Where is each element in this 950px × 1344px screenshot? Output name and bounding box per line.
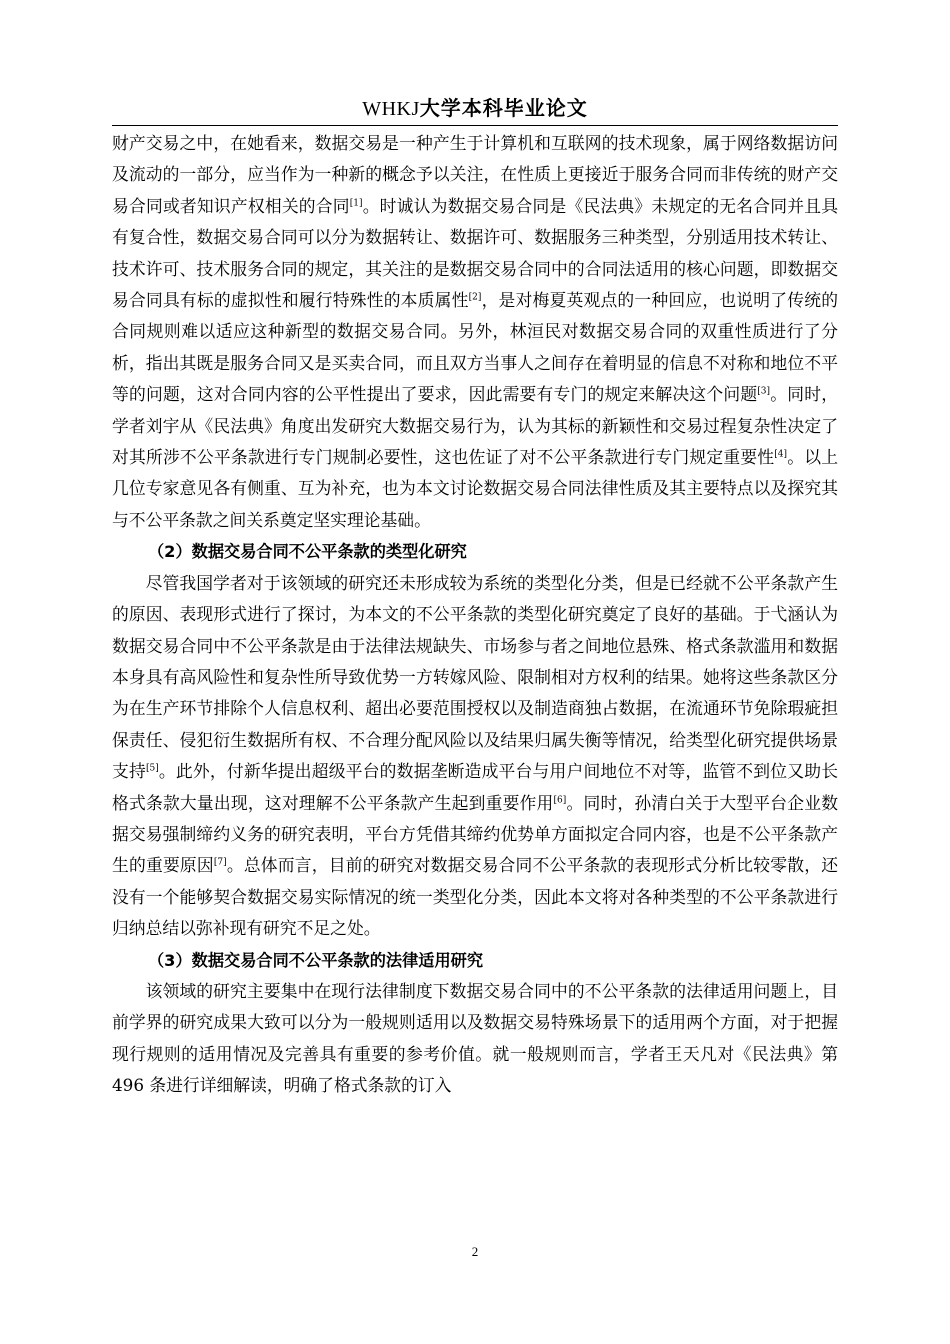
body-text [112, 128, 838, 1102]
section-heading-2: （2）数据交易合同不公平条款的类型化研究 [148, 542, 467, 562]
paragraph-2 [112, 568, 838, 945]
section-heading-3: （3）数据交易合同不公平条款的法律适用研究 [148, 950, 484, 970]
citation-ref: [2] [468, 292, 482, 303]
text-run: 。此外，付新华提出超级平台的数据垄断造成平台与用户间地位不对等，监管不到位又助长格式条款大量出现，这对理解不公平条款产生起到重要作用 [112, 761, 838, 813]
text-run: 。同时，学者刘宇从《民法典》角度出发研究大数据交易行为，认为其标的新颖性和交易过程复杂性决定了对其所涉不公平条款进行专门规制必要性，这也佐证了对不公平条款进行专门规定重要性 [112, 384, 838, 468]
text-run: 。时诚认为数据交易合同是《民法典》未规定的无名合同并且具有复合性，数据交易合同可以分为数据转让、数据许可、数据服务三种类型，分别适用技术转让、技术许可、技术服务合同的规定，其关注的是数据交易合同中的合同法适用的核心问题，即数据交易合同具有标的虚拟性和履行特殊性的本质属性 [112, 195, 838, 311]
running-header [112, 94, 838, 126]
paragraph-3 [112, 976, 838, 1102]
text-run: 该领域的研究主要集中在现行法律制度下数据交易合同中的不公平条款的法律适用问题上，目前学界的研究成果大致可以分为一般规则适用以及数据交易特殊场景下的适用两个方面，对于把握现行规则的适用情况及完善具有重要的参考价值。就一般规则而言，学者王天凡对《民法典》第 496 条进行详细解读，明确了格式条款的订入 [112, 980, 838, 1096]
header-rule [112, 125, 838, 126]
paragraph-1 [112, 128, 838, 536]
text-run: 财产交易之中，在她看来，数据交易是一种产生于计算机和互联网的技术现象，属于网络数据访问及流动的一部分，应当作为一种新的概念予以关注，在性质上更接近于服务合同而非传统的财产交易合同或者知识产权相关的合同 [112, 133, 838, 216]
text-run: ，是对梅夏英观点的一种回应，也说明了传统的合同规则难以适应这种新型的数据交易合同。另外，林洹民对数据交易合同的双重性质进行了分析，指出其既是服务合同又是买卖合同，而且双方当事人之间存在着明显的信息不对称和地位不平等的问题，这对合同内容的公平性提出了要求，因此需要有专门的规定来解决这个问题 [112, 290, 838, 405]
citation-ref: [6] [553, 794, 567, 805]
citation-ref: [7] [213, 857, 227, 868]
header-title: 大学本科毕业论文 [419, 96, 588, 120]
citation-ref: [5] [145, 763, 159, 774]
header-prefix: WHKJ [362, 98, 420, 120]
text-run: 尽管我国学者对于该领域的研究还未形成较为系统的类型化分类，但是已经就不公平条款产生的原因、表现形式进行了探讨，为本文的不公平条款的类型化研究奠定了良好的基础。于弋涵认为数据交易合同中不公平条款是由于法律法规缺失、市场参与者之间地位悬殊、格式条款滥用和数据本身具有高风险性和复杂性所导致优势一方转嫁风险、限制相对方权利的结果。她将这些条款区分为在生产环节排除个人信息权利、超出必要范围授权以及制造商独占数据，在流通环节免除瑕疵担保责任、侵犯衍生数据所有权、不合理分配风险以及结果归属失衡等情况，给类型化研究提供场景支持 [112, 572, 838, 782]
text-run: 。总体而言，目前的研究对数据交易合同不公平条款的表现形式分析比较零散，还没有一个能够契合数据交易实际情况的统一类型化分类，因此本文将对各种类型的不公平条款进行归纳总结以弥补现有研究不足之处。 [112, 855, 838, 939]
text-run: 。以上几位专家意见各有侧重、互为补充，也为本文讨论数据交易合同法律性质及其主要特点以及探究其与不公平条款之间关系奠定坚实理论基础。 [112, 447, 838, 530]
citation-ref: [1] [349, 198, 363, 209]
citation-ref: [3] [757, 386, 771, 397]
citation-ref: [4] [774, 449, 788, 460]
page-number: 2 [471, 1244, 479, 1259]
text-run: 。同时，孙清白关于大型平台企业数据交易强制缔约义务的研究表明，平台方凭借其缔约优势单方面拟定合同内容，也是不公平条款产生的重要原因 [112, 792, 838, 876]
